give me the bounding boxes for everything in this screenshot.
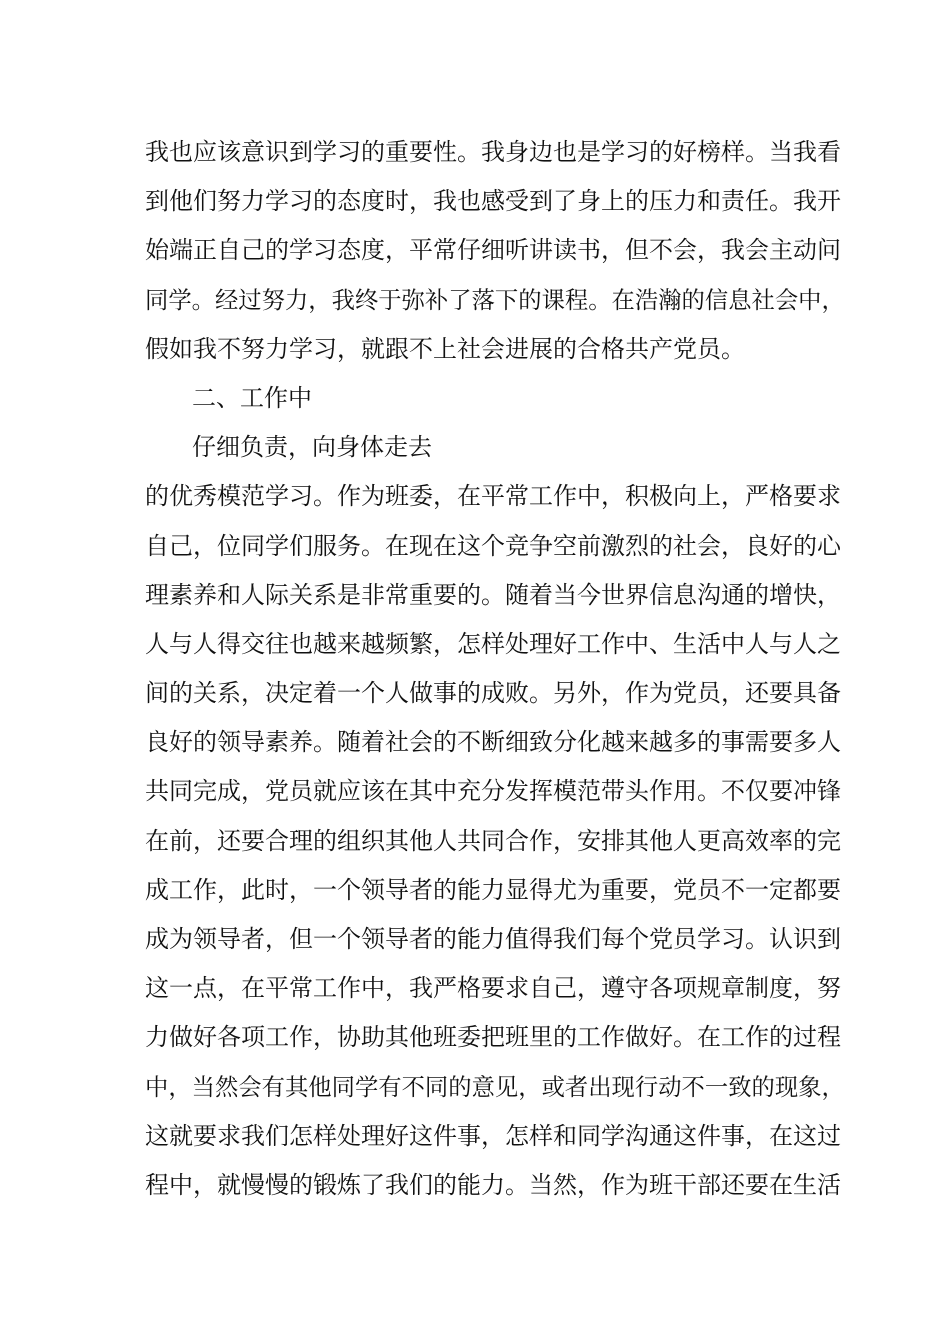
body-text-line: 间的关系，决定着一个人做事的成败。另外，作为党员，还要具备: [145, 679, 841, 708]
body-text-line: 自己，位同学们服务。在现在这个竞争空前激烈的社会，良好的心: [145, 531, 841, 560]
body-text-line: 人与人得交往也越来越频繁，怎样处理好工作中、生活中人与人之: [145, 629, 841, 658]
body-text-line: 良好的领导素养。随着社会的不断细致分化越来越多的事需要多人: [145, 728, 841, 757]
body-text-line: 我也应该意识到学习的重要性。我身边也是学习的好榜样。当我看: [145, 138, 841, 166]
body-text-line: 共同完成，党员就应该在其中充分发挥模范带头作用。不仅要冲锋: [145, 777, 841, 806]
body-text-line: 这一点，在平常工作中，我严格要求自己，遵守各项规章制度，努: [145, 974, 841, 1003]
body-text-line: 中，当然会有其他同学有不同的意见，或者出现行动不一致的现象，: [145, 1072, 845, 1101]
body-text-line: 同学。经过努力，我终于弥补了落下的课程。在浩瀚的信息社会中，: [145, 285, 845, 314]
body-text-line: 程中，就慢慢的锻炼了我们的能力。当然，作为班干部还要在生活: [145, 1170, 841, 1199]
body-text-line: 在前，还要合理的组织其他人共同合作，安排其他人更高效率的完: [145, 826, 841, 855]
body-text-line: 始端正自己的学习态度，平常仔细听讲读书，但不会，我会主动问: [145, 236, 841, 265]
document-body: [145, 128, 845, 1210]
body-text-line: 理素养和人际关系是非常重要的。随着当今世界信息沟通的增快，: [145, 580, 841, 609]
body-text-line: 到他们努力学习的态度时，我也感受到了身上的压力和责任。我开: [145, 187, 841, 216]
body-text-line: 力做好各项工作，协助其他班委把班里的工作做好。在工作的过程: [145, 1023, 841, 1052]
body-text-line: 成为领导者，但一个领导者的能力值得我们每个党员学习。认识到: [145, 925, 841, 953]
section-line: 二、工作中: [192, 383, 312, 412]
body-text-line: 的优秀模范学习。作为班委，在平常工作中，积极向上，严格要求: [145, 482, 841, 511]
body-text-line: 成工作，此时，一个领导者的能力显得尤为重要，党员不一定都要: [145, 875, 841, 904]
body-text-line: 这就要求我们怎样处理好这件事，怎样和同学沟通这件事，在这过: [145, 1121, 841, 1150]
section-line: 仔细负责，向身体走去: [192, 433, 432, 462]
body-text-line: 假如我不努力学习，就跟不上社会进展的合格共产党员。: [145, 334, 745, 363]
